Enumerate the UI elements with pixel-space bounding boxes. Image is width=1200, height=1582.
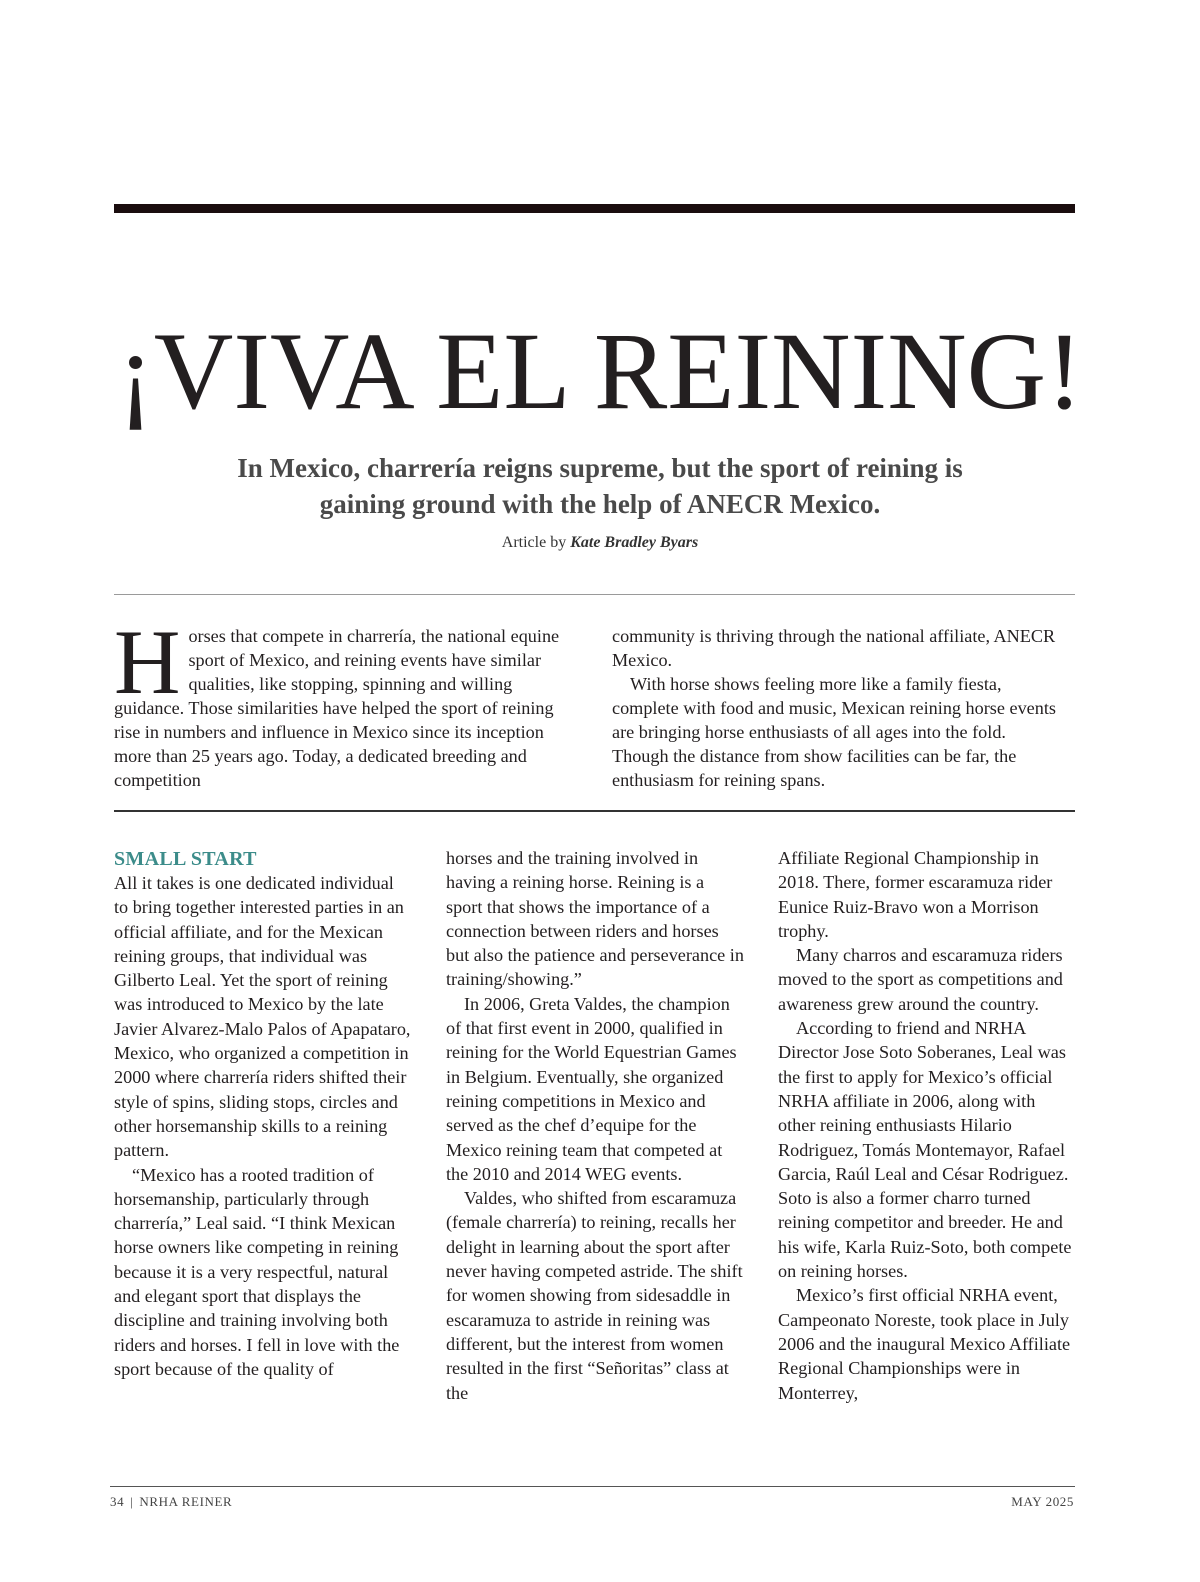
folio-separator: | — [130, 1494, 134, 1509]
footer-rule — [110, 1486, 1075, 1487]
body-column-1 — [114, 846, 412, 1381]
section-subhead: SMALL START — [114, 848, 257, 870]
publication-name: NRHA REINER — [139, 1494, 233, 1509]
body-paragraph: Affiliate Regional Championship in 2018. There, former escaramuza rider Eunice Ruiz-Bravo won a Morrison trophy. — [778, 848, 1053, 941]
article-deck — [150, 450, 1050, 522]
intro-column-right — [612, 624, 1060, 792]
folio — [110, 1494, 232, 1510]
body-paragraph: Many charros and escaramuza riders moved to the sport as competitions and awareness grew around the country. — [778, 945, 1063, 1014]
article-title: ¡VIVA EL REINING! — [117, 310, 1083, 432]
issue-date: MAY 2025 — [1011, 1494, 1074, 1509]
body-paragraph: Mexico’s first official NRHA event, Campeonato Noreste, took place in July 2006 and the inaugural Mexico Affiliate Regional Championships were in Monterrey, — [778, 1285, 1071, 1403]
byline-prefix: Article by — [501, 534, 567, 551]
deck-line-2: gaining ground with the help of ANECR Mexico. — [319, 489, 881, 519]
drop-cap: H — [114, 611, 181, 713]
body-paragraph: According to friend and NRHA Director Jose Soto Soberanes, Leal was the first to apply for Mexico’s official NRHA affiliate in 2006, along with other reining enthusiasts Hilario Rodriguez, Tomás Montemayor, Rafael Garcia, Raúl Leal and César Rodriguez. Soto is also a former charro turned reining competitor and breeder. He and his wife, Karla Ruiz-Soto, both compete on reining horses. — [778, 1018, 1072, 1282]
page-number: 34 — [110, 1494, 125, 1509]
top-rule — [114, 204, 1075, 213]
intro-paragraph-1: Horses that compete in charrería, the national equine sport of Mexico, and reining events have similar qualities, like stopping, spinning and willing guidance. Those similarities have helped the sport of reining rise in numbers and influence in Mexico since its inception more than 25 years ago. Today, a dedicated breeding and competition — [114, 611, 560, 790]
intro-paragraph-3: With horse shows feeling more like a family fiesta, complete with food and music, Mexican reining horse events are bringing horse enthusiasts of all ages into the fold. Though the distance from show facilities can be far, the enthusiasm for reining spans. — [612, 674, 1056, 790]
body-paragraph: horses and the training involved in having a reining horse. Reining is a sport that shows the importance of a connection between riders and horses but also the patience and perseverance in training/showing.” — [446, 848, 744, 990]
body-paragraph: “Mexico has a rooted tradition of horsemanship, particularly through charrería,” Leal said. “I think Mexican horse owners like competing in reining because it is a very respectful, natural and elegant sport that displays the discipline and training involving both riders and horses. I fell in love with the sport because of the quality of — [114, 1164, 400, 1379]
body-paragraph: In 2006, Greta Valdes, the champion of that first event in 2000, qualified in reining for the World Equestrian Games in Belgium. Eventually, she organized reining competitions in Mexico and served as the chef d’equipe for the Mexico reining team that competed at the 2010 and 2014 WEG events. — [446, 993, 737, 1184]
intro-paragraph-2: community is thriving through the national affiliate, ANECR Mexico. — [612, 626, 1056, 670]
byline-author: Kate Bradley Byars — [570, 534, 699, 551]
body-column-3 — [778, 846, 1076, 1405]
deck-line-1: In Mexico, charrería reigns supreme, but the sport of reining is — [237, 453, 963, 483]
intro-column-left — [114, 611, 562, 792]
body-column-2 — [446, 846, 744, 1405]
intro-bottom-rule — [114, 810, 1075, 812]
body-paragraph: All it takes is one dedicated individual to bring together interested parties in an official affiliate, and for the Mexican reining groups, that individual was Gilberto Leal. Yet the sport of reining was introduced to Mexico by the late Javier Alvarez-Malo Palos of Apapataro, Mexico, who organized a competition in 2000 where charrería riders shifted their style of spins, sliding stops, circles and other horsemanship skills to a reining pattern. — [114, 873, 411, 1161]
intro-top-rule — [114, 594, 1075, 595]
byline — [0, 534, 1200, 552]
body-paragraph: Valdes, who shifted from escaramuza (female charrería) to reining, recalls her delight in learning about the sport after never having competed astride. The shift for women showing from sidesaddle in escaramuza to astride in reining was different, but the interest from women resulted in the first “Señoritas” class at the — [446, 1188, 743, 1403]
